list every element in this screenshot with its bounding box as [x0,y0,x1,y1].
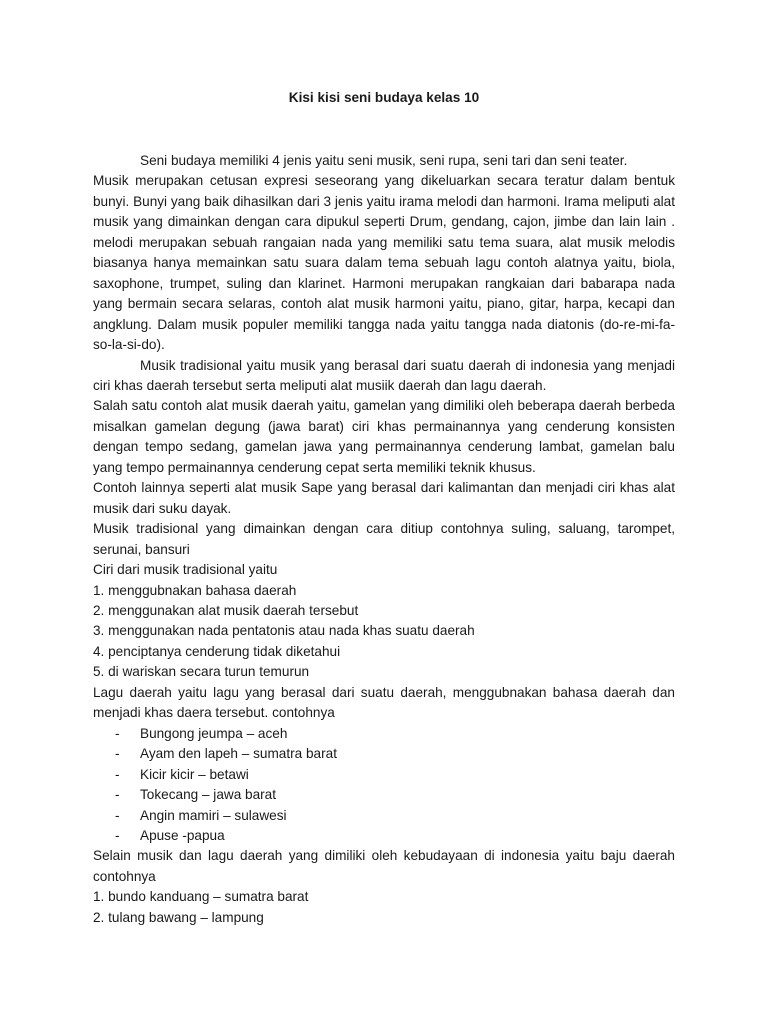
dash-marker: - [115,725,120,741]
ciri-list-item: 1. menggubnakan bahasa daerah [93,582,297,598]
paragraph-musik: Musik merupakan cetusan expresi seseorang yang dikeluarkan secara teratur dalam bentuk bunyi. Bunyi yang baik dihasilkan dari 3 jenis yaitu irama melodi dan harmoni. Irama meliputi alat musik yang dimainkan dengan cara dipukul seperti Drum, gendang, cajon, jimbe dan lain lain . melodi merupakan sebuah rangaian nada yang memiliki satu tema suara, alat musik melodis biasanya hanya memainkan satu suara dalam tema sebuah lagu contoh alatnya yaitu, biola, saxophone, trumpet, suling dan klarinet. Harmoni merupakan rangkaian dari babarapa nada yang bermain secara selaras, contoh alat musik harmoni yaitu, piano, gitar, harpa, kecapi dan angklung. Dalam musik populer memiliki tangga nada yaitu tangga nada diatonis (do-re-mi-fa-so-la-si-do). [93,173,675,353]
document-title: Kisi kisi seni budaya kelas 10 [288,90,480,105]
dash-marker: - [115,807,120,823]
ciri-list-item: 5. di wariskan secara turun temurun [93,664,310,680]
ciri-list-item: 2. menggunakan alat musik daerah tersebut [93,602,359,618]
paragraph-gamelan: Salah satu contoh alat musik daerah yaitu, gamelan yang dimiliki oleh beberapa daerah berbeda misalkan gamelan degung (jawa barat) ciri khas permainannya yang cenderung konsisten dengan tempo sedang, gamelan jawa yang permainannya cenderung lambat, gamelan balu yang tempo permainannya cenderung cepat serta memiliki teknik khusus. [93,398,675,475]
baju-list-item: 1. bundo kanduang – sumatra barat [93,889,309,905]
paragraph-ciri-heading: Ciri dari musik tradisional yaitu [93,562,278,578]
paragraph-baju-daerah: Selain musik dan lagu daerah yang dimiliki oleh kebudayaan di indonesia yaitu baju daerah contohnya [93,848,675,884]
dash-marker: - [115,827,120,843]
lagu-list-text: Apuse -papua [140,827,225,843]
lagu-list-item [93,744,675,764]
lagu-list-text: Ayam den lapeh – sumatra barat [140,746,337,762]
paragraph-lagu-daerah: Lagu daerah yaitu lagu yang berasal dari suatu daerah, menggubnakan bahasa daerah dan menjadi khas daera tersebut. contohnya [93,684,675,721]
paragraph-musik-tradisional: Musik tradisional yaitu musik yang berasal dari suatu daerah di indonesia yang menjadi ciri khas daerah tersebut serta meliputi alat musiik daerah dan lagu daerah. [93,357,675,393]
lagu-list-item [93,806,675,826]
lagu-list-text: Bungong jeumpa – aceh [140,725,288,741]
dash-marker: - [115,766,120,782]
ciri-list-item: 4. penciptanya cenderung tidak diketahui [93,643,341,659]
lagu-list-item [93,724,675,744]
paragraph-alat-tiup: Musik tradisional yang dimainkan dengan cara ditiup contohnya suling, saluang, tarompet, serunai, bansuri [93,521,675,557]
ciri-list-item: 3. menggunakan nada pentatonis atau nada khas suatu daerah [93,623,475,639]
document-body [93,151,675,928]
paragraph-sape: Contoh lainnya seperti alat musik Sape yang berasal dari kalimantan dan menjadi ciri khas alat musik dari suku dayak. [93,480,675,516]
lagu-list-text: Angin mamiri – sulawesi [140,807,287,823]
baju-daerah-list [93,887,675,928]
lagu-daerah-list [93,724,675,847]
lagu-list-text: Kicir kicir – betawi [140,766,249,782]
lagu-list-item [93,765,675,785]
dash-marker: - [115,787,120,803]
lagu-list-item [93,785,675,805]
ciri-list [93,581,675,683]
baju-list-item: 2. tulang bawang – lampung [93,909,264,925]
dash-marker: - [115,746,120,762]
paragraph-intro: Seni budaya memiliki 4 jenis yaitu seni musik, seni rupa, seni tari dan seni teater. [140,153,628,168]
lagu-list-text: Tokecang – jawa barat [140,787,277,803]
lagu-list-item [93,826,675,846]
